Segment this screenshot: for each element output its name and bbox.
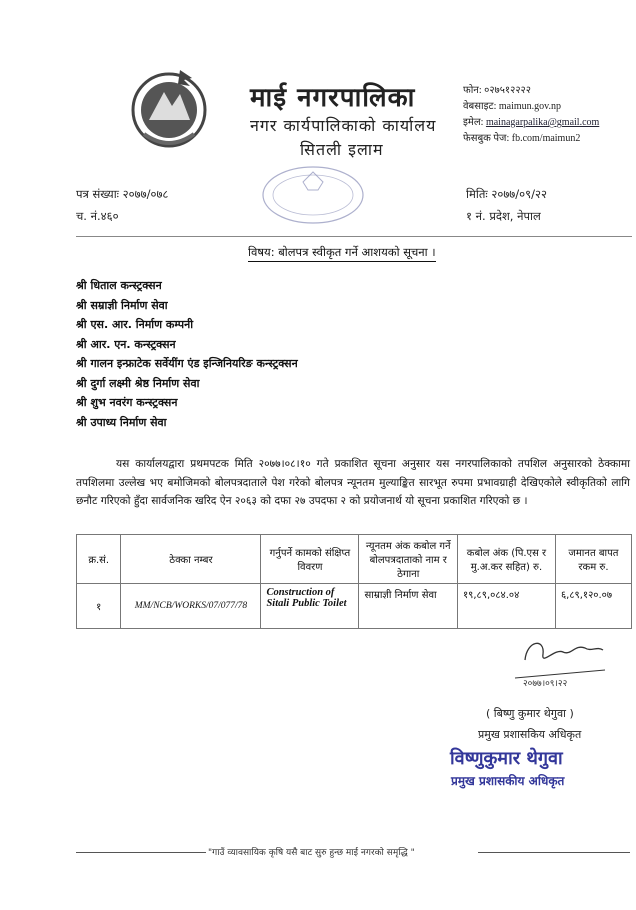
addressee-item: श्री गालन इन्फ्राटेक सर्वेयींग एंड इन्जिनियरिङ कन्स्ट्रक्सन [76,357,298,370]
cell-sn: १ [77,584,121,629]
addressee-item: श्री उपाध्य निर्माण सेवा [76,415,167,429]
addressee-item: श्री एस. आर. निर्माण कम्पनी [76,318,194,331]
bid-table [76,534,632,629]
header-sn: क्र.सं. [77,535,121,584]
addressee-item: श्री आर. एन. कन्स्ट्रक्सन [76,337,176,351]
facebook-link[interactable]: फेसबुक पेज: fb.com/maimun2 [463,133,581,144]
website-link[interactable]: वेबसाइट: maimun.gov.np [463,101,561,112]
nepal-emblem-logo [124,62,214,152]
notice-body-text: यस कार्यालयद्वारा प्रथमपटक मिति २०७७।०८।१० गते प्रकाशित सूचना अनुसार यस नगरपालिकाको तपशिल अनुसारको ठेक्कामा तपशिलमा उल्लेख भए बमोजिमको बोलपत्रदाताले पेश गरेको बोलपत्र न्यूनतम मुल्याङ्कित सारभूत रुपमा प्रभावग्राही देखिएकोले स्वीकृतिको लागि छनौट गरिएको हुँदा सार्वजनिक खरिद ऐन २०६३ को दफा २७ उपदफा २ को प्रयोजनार्थ यो सूचना प्रकाशित गरिएको छ । [76,458,630,507]
contact-block [463,83,599,147]
reference-right [466,183,547,227]
footer-rule-right [478,852,630,853]
signature-stamp-name: विष्णुकुमार थेगुवा [450,748,563,769]
notice-body [76,455,630,511]
letter-date: मितिः २०७७/०९/२२ [466,187,547,201]
dispatch-number: च. नं.४६० [76,209,119,223]
addressee-item: श्री दुर्गा लक्ष्मी श्रेष्ठ निर्माण सेवा [76,376,200,390]
handwritten-signature [505,630,615,690]
cell-description: Construction of Sitali Public Toilet [261,584,359,629]
header-amount: कबोल अंक (पि.एस र मु.अ.कर सहित) रु. [457,535,555,584]
province-text: १ नं. प्रदेश, नेपाल [466,209,541,223]
office-seal-stamp [258,160,368,230]
office-subtitle: नगर कार्यपालिकाको कार्यालय [250,116,437,135]
email-line [463,115,599,131]
addressee-item: श्री धिताल कन्स्ट्रक्सन [76,279,162,292]
reference-left [76,183,168,227]
cell-amount: १९,८९,०८४.०४ [457,584,555,629]
subject-line: विषय: बोलपत्र स्वीकृत गर्ने आशयको सूचना । [248,245,436,262]
office-title: माई नगरपालिका [250,83,416,113]
header-contract-no: ठेक्का नम्बर [121,535,261,584]
footer-slogan: "गाउँ व्यावसायिक कृषि यसै बाट सुरु हुन्छ माई नगरको समृद्धि " [208,848,415,858]
table-header-row [77,535,632,584]
office-location: सितली इलाम [300,140,384,159]
cell-contract-no: MM/NCB/WORKS/07/077/78 [121,584,261,629]
footer-rule-left [76,852,206,853]
table-row [77,584,632,629]
signature-stamp-title: प्रमुख प्रशासकीय अधिकृत [451,774,565,788]
phone-text: फोन: ०२७५१२२२२ [463,85,531,96]
email-link[interactable]: mainagarpalika@gmail.com [485,117,600,128]
signature-date-note: २०७७।०९।२२ [523,679,568,689]
addressee-item: श्री सम्राज्ञी निर्माण सेवा [76,298,168,312]
header-divider [76,236,632,237]
cell-bidder: साम्राज्ञी निर्माण सेवा [359,584,457,629]
cell-deposit: ६,८९,१२०.०७ [555,584,631,629]
email-label: इमेल: [463,117,486,128]
addressee-list [76,276,298,432]
addressee-item: श्री शुभ नवरंग कन्स्ट्रक्सन [76,396,178,409]
signer-title: प्रमुख प्रशासकिय अधिकृत [478,728,582,741]
signer-name: ( बिष्णु कुमार थेगुवा ) [486,707,574,720]
letter-number: पत्र संख्याः २०७७/०७८ [76,187,169,201]
header-bidder: न्यूनतम अंक कबोल गर्ने बोलपत्रदाताको नाम र ठेगाना [359,535,457,584]
header-deposit: जमानत बापत रकम रु. [555,535,631,584]
header-description: गर्नुपर्ने कामको संक्षिप्त विवरण [261,535,359,584]
